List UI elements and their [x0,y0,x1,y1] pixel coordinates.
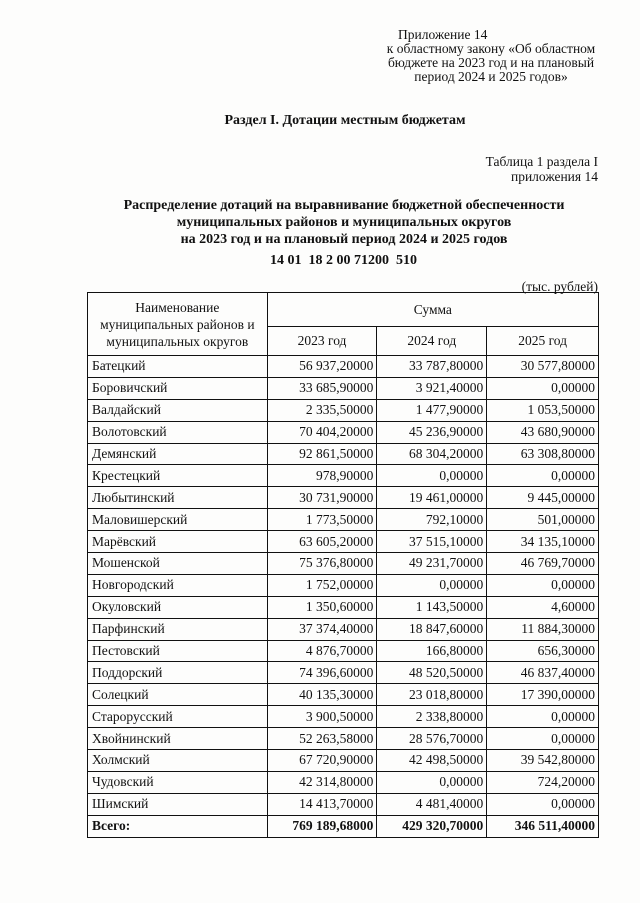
table-row [88,793,599,815]
table-row [88,509,599,531]
table-reference [486,154,598,184]
value-2023-cell: 3 900,50000 [267,706,377,728]
value-2023-cell: 75 376,80000 [267,553,377,575]
table-row [88,684,599,706]
value-2024-cell: 3 921,40000 [377,377,487,399]
value-2024-cell: 33 787,80000 [377,356,487,378]
total-row [88,815,599,837]
value-2023-cell: 2 335,50000 [267,399,377,421]
district-name-cell: Маловишерский [88,509,268,531]
district-name-cell: Валдайский [88,399,268,421]
table-row [88,553,599,575]
value-2023-cell: 1 773,50000 [267,509,377,531]
district-name-cell: Любытинский [88,487,268,509]
value-2024-cell: 1 143,50000 [377,596,487,618]
value-2025-cell: 63 308,80000 [487,443,599,465]
district-name-cell: Батецкий [88,356,268,378]
table-row [88,618,599,640]
value-2023-cell: 70 404,20000 [267,421,377,443]
value-2024-cell: 42 498,50000 [377,750,487,772]
table-row [88,465,599,487]
table-row [88,443,599,465]
value-2025-cell: 0,00000 [487,728,599,750]
total-2024: 429 320,70000 [377,815,487,837]
district-name-cell: Чудовский [88,771,268,793]
table-row [88,574,599,596]
value-2025-cell: 9 445,00000 [487,487,599,509]
value-2025-cell: 0,00000 [487,377,599,399]
table-row [88,487,599,509]
value-2023-cell: 37 374,40000 [267,618,377,640]
value-2024-cell: 4 481,40000 [377,793,487,815]
value-2025-cell: 724,20000 [487,771,599,793]
total-2025: 346 511,40000 [487,815,599,837]
value-2024-cell: 0,00000 [377,574,487,596]
value-2024-cell: 19 461,00000 [377,487,487,509]
value-2025-cell: 46 769,70000 [487,553,599,575]
value-2025-cell: 11 884,30000 [487,618,599,640]
title-line: на 2023 год и на плановый период 2024 и 2025 годов [180,232,508,247]
district-name-cell: Окуловский [88,596,268,618]
district-name-cell: Холмский [88,750,268,772]
value-2025-cell: 0,00000 [487,706,599,728]
value-2024-cell: 23 018,80000 [377,684,487,706]
value-2023-cell: 30 731,90000 [267,487,377,509]
total-label: Всего: [88,815,268,837]
value-2025-cell: 0,00000 [487,793,599,815]
value-2023-cell: 63 605,20000 [267,531,377,553]
value-2024-cell: 45 236,90000 [377,421,487,443]
value-2023-cell: 14 413,70000 [267,793,377,815]
value-2025-cell: 4,60000 [487,596,599,618]
appendix-note [366,28,616,84]
value-2023-cell: 40 135,30000 [267,684,377,706]
district-name-cell: Марёвский [88,531,268,553]
year-header-2025: 2025 год [487,327,599,356]
table-row [88,531,599,553]
title-line: муниципальных районов и муниципальных округов [176,215,512,230]
appendix-line: к областному закону «Об областном [386,41,596,56]
title-line: Распределение дотаций на выравнивание бюджетной обеспеченности [123,198,565,213]
year-header-2024: 2024 год [377,327,487,356]
value-2024-cell: 18 847,60000 [377,618,487,640]
value-2025-cell: 501,00000 [487,509,599,531]
appendix-line: период 2024 и 2025 годов» [414,69,568,84]
district-name-cell: Старорусский [88,706,268,728]
value-2025-cell: 43 680,90000 [487,421,599,443]
district-name-cell: Солецкий [88,684,268,706]
name-header-line: муниципальных районов и [100,316,255,332]
value-2023-cell: 33 685,90000 [267,377,377,399]
table-reference-line: приложения 14 [510,169,598,184]
section-title: Раздел I. Дотации местным бюджетам [224,113,466,128]
budget-code: 14 01 18 2 00 71200 510 [270,253,417,268]
value-2023-cell: 1 752,00000 [267,574,377,596]
value-2025-cell: 46 837,40000 [487,662,599,684]
table-row [88,399,599,421]
value-2025-cell: 30 577,80000 [487,356,599,378]
table-row [88,596,599,618]
value-2024-cell: 166,80000 [377,640,487,662]
value-2024-cell: 37 515,10000 [377,531,487,553]
value-2023-cell: 4 876,70000 [267,640,377,662]
district-name-cell: Волотовский [88,421,268,443]
appendix-line: Приложение 14 [398,27,488,42]
table-row [88,662,599,684]
value-2023-cell: 52 263,58000 [267,728,377,750]
value-2023-cell: 92 861,50000 [267,443,377,465]
district-name-cell: Демянский [88,443,268,465]
name-column-header [88,293,268,356]
table-row [88,377,599,399]
value-2024-cell: 0,00000 [377,771,487,793]
table-reference-line: Таблица 1 раздела I [485,154,598,169]
district-name-cell: Шимский [88,793,268,815]
district-name-cell: Крестецкий [88,465,268,487]
value-2024-cell: 49 231,70000 [377,553,487,575]
district-name-cell: Парфинский [88,618,268,640]
total-2023: 769 189,68000 [267,815,377,837]
value-2025-cell: 17 390,00000 [487,684,599,706]
table-row [88,728,599,750]
name-header-line: муниципальных округов [106,333,249,349]
subsidy-table [87,292,599,838]
value-2025-cell: 34 135,10000 [487,531,599,553]
district-name-cell: Мошенской [88,553,268,575]
table-row [88,706,599,728]
value-2025-cell: 1 053,50000 [487,399,599,421]
value-2023-cell: 42 314,80000 [267,771,377,793]
table-row [88,771,599,793]
value-2023-cell: 978,90000 [267,465,377,487]
value-2024-cell: 48 520,50000 [377,662,487,684]
units-label: (тыс. рублей) [521,279,598,294]
value-2024-cell: 0,00000 [377,465,487,487]
value-2025-cell: 656,30000 [487,640,599,662]
value-2023-cell: 56 937,20000 [267,356,377,378]
value-2025-cell: 39 542,80000 [487,750,599,772]
value-2024-cell: 28 576,70000 [377,728,487,750]
value-2024-cell: 1 477,90000 [377,399,487,421]
value-2023-cell: 1 350,60000 [267,596,377,618]
value-2025-cell: 0,00000 [487,574,599,596]
appendix-line: бюджете на 2023 год и на плановый [387,55,595,70]
document-title [90,197,598,248]
value-2024-cell: 68 304,20000 [377,443,487,465]
name-header-line: Наименование [135,299,220,315]
district-name-cell: Поддорский [88,662,268,684]
district-name-cell: Новгородский [88,574,268,596]
value-2024-cell: 792,10000 [377,509,487,531]
sum-header: Сумма [267,293,598,327]
year-header-2023: 2023 год [267,327,377,356]
value-2023-cell: 67 720,90000 [267,750,377,772]
district-name-cell: Боровичский [88,377,268,399]
table-row [88,356,599,378]
value-2023-cell: 74 396,60000 [267,662,377,684]
value-2025-cell: 0,00000 [487,465,599,487]
district-name-cell: Хвойнинский [88,728,268,750]
value-2024-cell: 2 338,80000 [377,706,487,728]
table-row [88,640,599,662]
table-row [88,421,599,443]
district-name-cell: Пестовский [88,640,268,662]
table-row [88,750,599,772]
